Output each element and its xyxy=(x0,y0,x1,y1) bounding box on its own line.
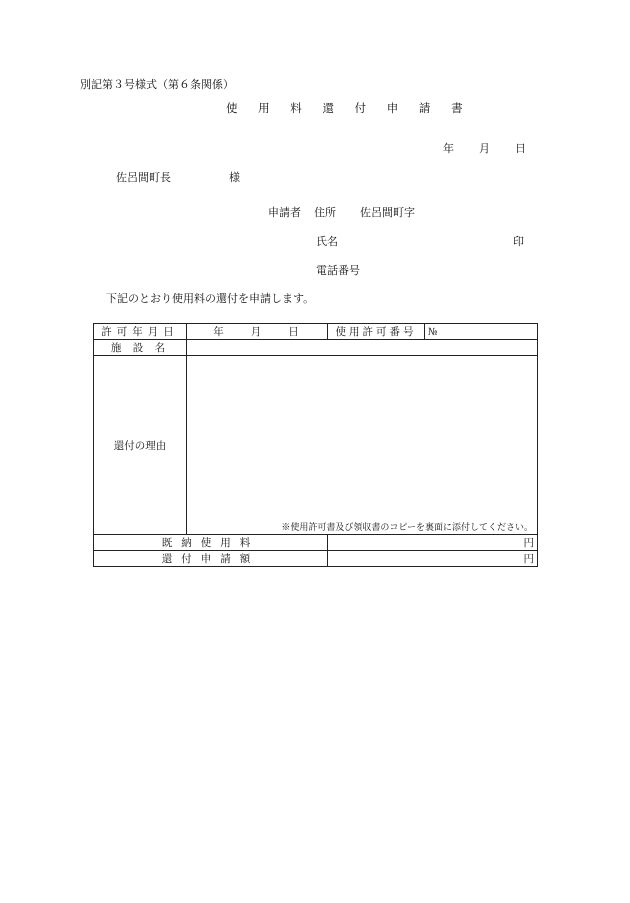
reason-label: 還付の理由 xyxy=(94,356,187,535)
attachment-note: ※使用許可書及び領収書のコピーを裏面に添付してください。 xyxy=(281,523,533,533)
permit-number-field[interactable] xyxy=(425,324,538,340)
facility-field[interactable] xyxy=(187,340,538,356)
applicant-label: 申請者 xyxy=(268,206,301,219)
reason-field[interactable] xyxy=(187,356,538,535)
form-identifier: 別記第３号様式（第６条関係） xyxy=(80,78,234,91)
table-row xyxy=(94,356,538,535)
table-row xyxy=(94,340,538,356)
addressee-name: 佐呂間町長 xyxy=(116,171,171,184)
yen-unit: 円 xyxy=(523,553,534,565)
addressee xyxy=(116,171,240,185)
refund-amount-field[interactable] xyxy=(328,551,538,567)
refund-form-table xyxy=(93,323,538,567)
table-row xyxy=(94,535,538,551)
document-title: 使 用 料 還 付 申 請 書 xyxy=(226,101,472,115)
addressee-honorific: 様 xyxy=(229,171,240,184)
permit-date-field[interactable]: 年 月 日 xyxy=(187,324,328,340)
number-prefix: № xyxy=(428,326,438,338)
request-statement: 下記のとおり使用料の還付を申請します。 xyxy=(106,292,315,305)
table-row xyxy=(94,324,538,340)
permit-date-label: 許可年月日 xyxy=(94,324,187,340)
paid-fee-label: 既納使用料 xyxy=(94,535,328,551)
refund-amount-label: 還付申請額 xyxy=(94,551,328,567)
paid-fee-field[interactable] xyxy=(328,535,538,551)
address-value: 佐呂間町字 xyxy=(360,206,415,219)
name-label: 氏名 xyxy=(316,235,338,248)
submission-date: 年 月 日 xyxy=(443,142,527,155)
yen-unit: 円 xyxy=(523,537,534,549)
seal-mark: 印 xyxy=(513,235,524,248)
phone-label: 電話番号 xyxy=(316,264,360,277)
table-row xyxy=(94,551,538,567)
facility-label: 施 設 名 xyxy=(94,340,187,356)
address-label: 住所 xyxy=(314,206,336,219)
permit-number-label: 使用許可番号 xyxy=(328,324,425,340)
